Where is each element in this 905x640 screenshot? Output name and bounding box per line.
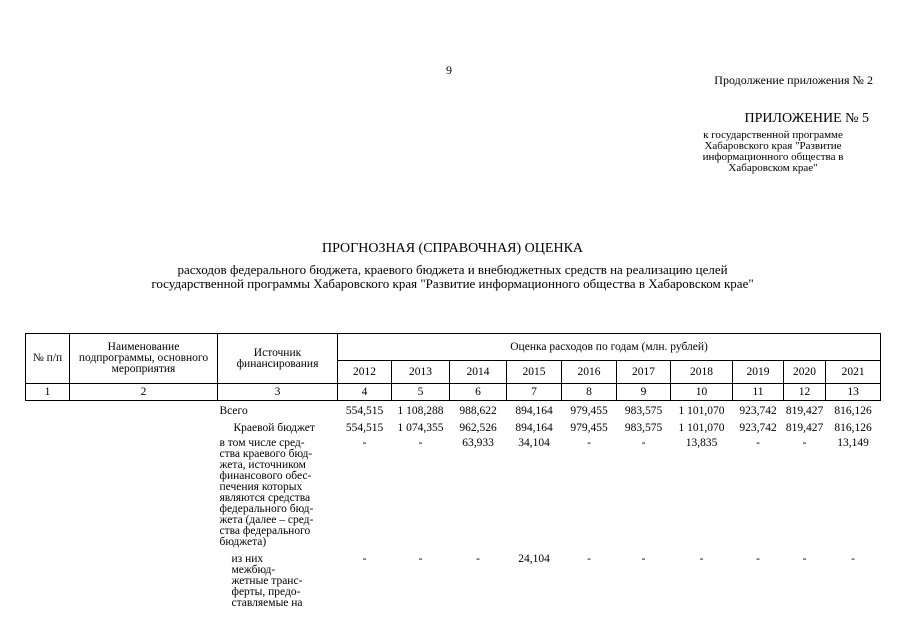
table-row (26, 401, 881, 419)
header-name: Наименование подпрограммы, основного мероприятия (70, 334, 218, 384)
row-value: 894,164 (515, 405, 553, 417)
row-value: 63,933 (462, 437, 494, 449)
row-value: 1 074,355 (397, 422, 444, 434)
page-number: 9 (446, 63, 452, 77)
row-value: 13,835 (685, 437, 718, 449)
row-value: 24,104 (518, 553, 550, 565)
header-year: 2016 (562, 361, 617, 384)
row-source: в том числе сред-ства краевого бюд-жета, источником финансового обес-печения которых являются средства федерального бюд-жета (далее – сред-ства федерального бюджета) (219, 437, 314, 548)
table-row (26, 435, 881, 548)
row-value: - (587, 553, 591, 565)
row-source: из них межбюд-жетные транс-ферты, предо-ставляемые на (231, 553, 303, 609)
row-value: - (756, 553, 760, 565)
header-num: № п/п (26, 334, 70, 384)
row-name (70, 548, 218, 609)
row-value: 13,149 (837, 437, 869, 449)
row-value: - (756, 437, 760, 449)
table-row (26, 548, 881, 609)
row-num (26, 418, 70, 435)
row-value: - (418, 437, 423, 449)
row-value: - (851, 553, 855, 565)
row-name (70, 435, 218, 548)
row-value: 894,164 (515, 422, 553, 434)
row-value: - (699, 553, 704, 565)
row-value: - (641, 437, 646, 449)
row-value: 962,526 (459, 422, 497, 434)
row-value: - (362, 437, 367, 449)
header-year: 2017 (617, 361, 671, 384)
column-number: 8 (562, 384, 617, 401)
row-value: 979,455 (570, 405, 608, 417)
row-value: 819,427 (785, 422, 824, 434)
row-value: 34,104 (518, 437, 550, 449)
header-year: 2021 (826, 361, 881, 384)
column-number: 9 (617, 384, 671, 401)
row-value: - (476, 553, 480, 565)
row-value: - (587, 437, 591, 449)
header-year: 2015 (507, 361, 562, 384)
header-year: 2018 (671, 361, 733, 384)
row-value: 988,622 (459, 405, 497, 417)
appendix-title: ПРИЛОЖЕНИЕ № 5 (744, 111, 869, 126)
header-source: Источник финансирования (218, 334, 338, 384)
row-value: - (802, 437, 807, 449)
table-row (26, 418, 881, 435)
row-num (26, 401, 70, 419)
expense-estimate-table (25, 333, 881, 609)
row-value: 554,515 (345, 422, 384, 434)
row-value: - (418, 553, 423, 565)
column-number: 11 (733, 384, 784, 401)
row-value: 1 108,288 (397, 405, 444, 417)
row-value: 923,742 (739, 422, 777, 434)
document-subtitle-line-2: государственной программы Хабаровского края "Развитие информационного общества в Хабаровском крае" (151, 276, 754, 291)
row-value: 983,575 (624, 405, 663, 417)
row-value: 819,427 (785, 405, 824, 417)
row-name (70, 418, 218, 435)
row-source: Краевой бюджет (233, 422, 315, 434)
appendix-subtitle: к государственной программе Хабаровского края "Развитие информационного общества в Хабаровском крае" (702, 129, 844, 174)
header-year: 2019 (733, 361, 784, 384)
column-number: 6 (450, 384, 507, 401)
column-number: 3 (218, 384, 338, 401)
document-title: ПРОГНОЗНАЯ (СПРАВОЧНАЯ) ОЦЕНКА (321, 241, 584, 256)
column-number: 1 (26, 384, 70, 401)
row-value: 983,575 (624, 422, 663, 434)
row-value: - (802, 553, 807, 565)
document-subtitle-line-1: расходов федерального бюджета, краевого бюджета и внебюджетных средств на реализацию целей (177, 262, 728, 277)
row-value: 979,455 (570, 422, 608, 434)
document-subtitle (0, 263, 905, 291)
row-num (26, 548, 70, 609)
column-number: 2 (70, 384, 218, 401)
row-value: 923,742 (739, 405, 777, 417)
row-num (26, 435, 70, 548)
header-year: 2012 (338, 361, 392, 384)
column-number: 7 (507, 384, 562, 401)
continuation-note: Продолжение приложения № 2 (714, 73, 873, 87)
header-year: 2020 (784, 361, 826, 384)
column-number: 5 (392, 384, 450, 401)
row-value: 1 101,070 (678, 422, 725, 434)
header-year: 2013 (392, 361, 450, 384)
row-name (70, 401, 218, 419)
column-number: 13 (826, 384, 881, 401)
header-estimate: Оценка расходов по годам (млн. рублей) (338, 334, 881, 361)
row-value: 1 101,070 (678, 405, 725, 417)
row-value: 816,126 (834, 405, 872, 417)
row-value: 554,515 (345, 405, 384, 417)
column-number: 12 (784, 384, 826, 401)
header-year: 2014 (450, 361, 507, 384)
column-number: 4 (338, 384, 392, 401)
column-number: 10 (671, 384, 733, 401)
row-value: - (641, 553, 646, 565)
row-value: - (362, 553, 367, 565)
row-source: Всего (219, 405, 248, 417)
row-value: 816,126 (834, 422, 872, 434)
